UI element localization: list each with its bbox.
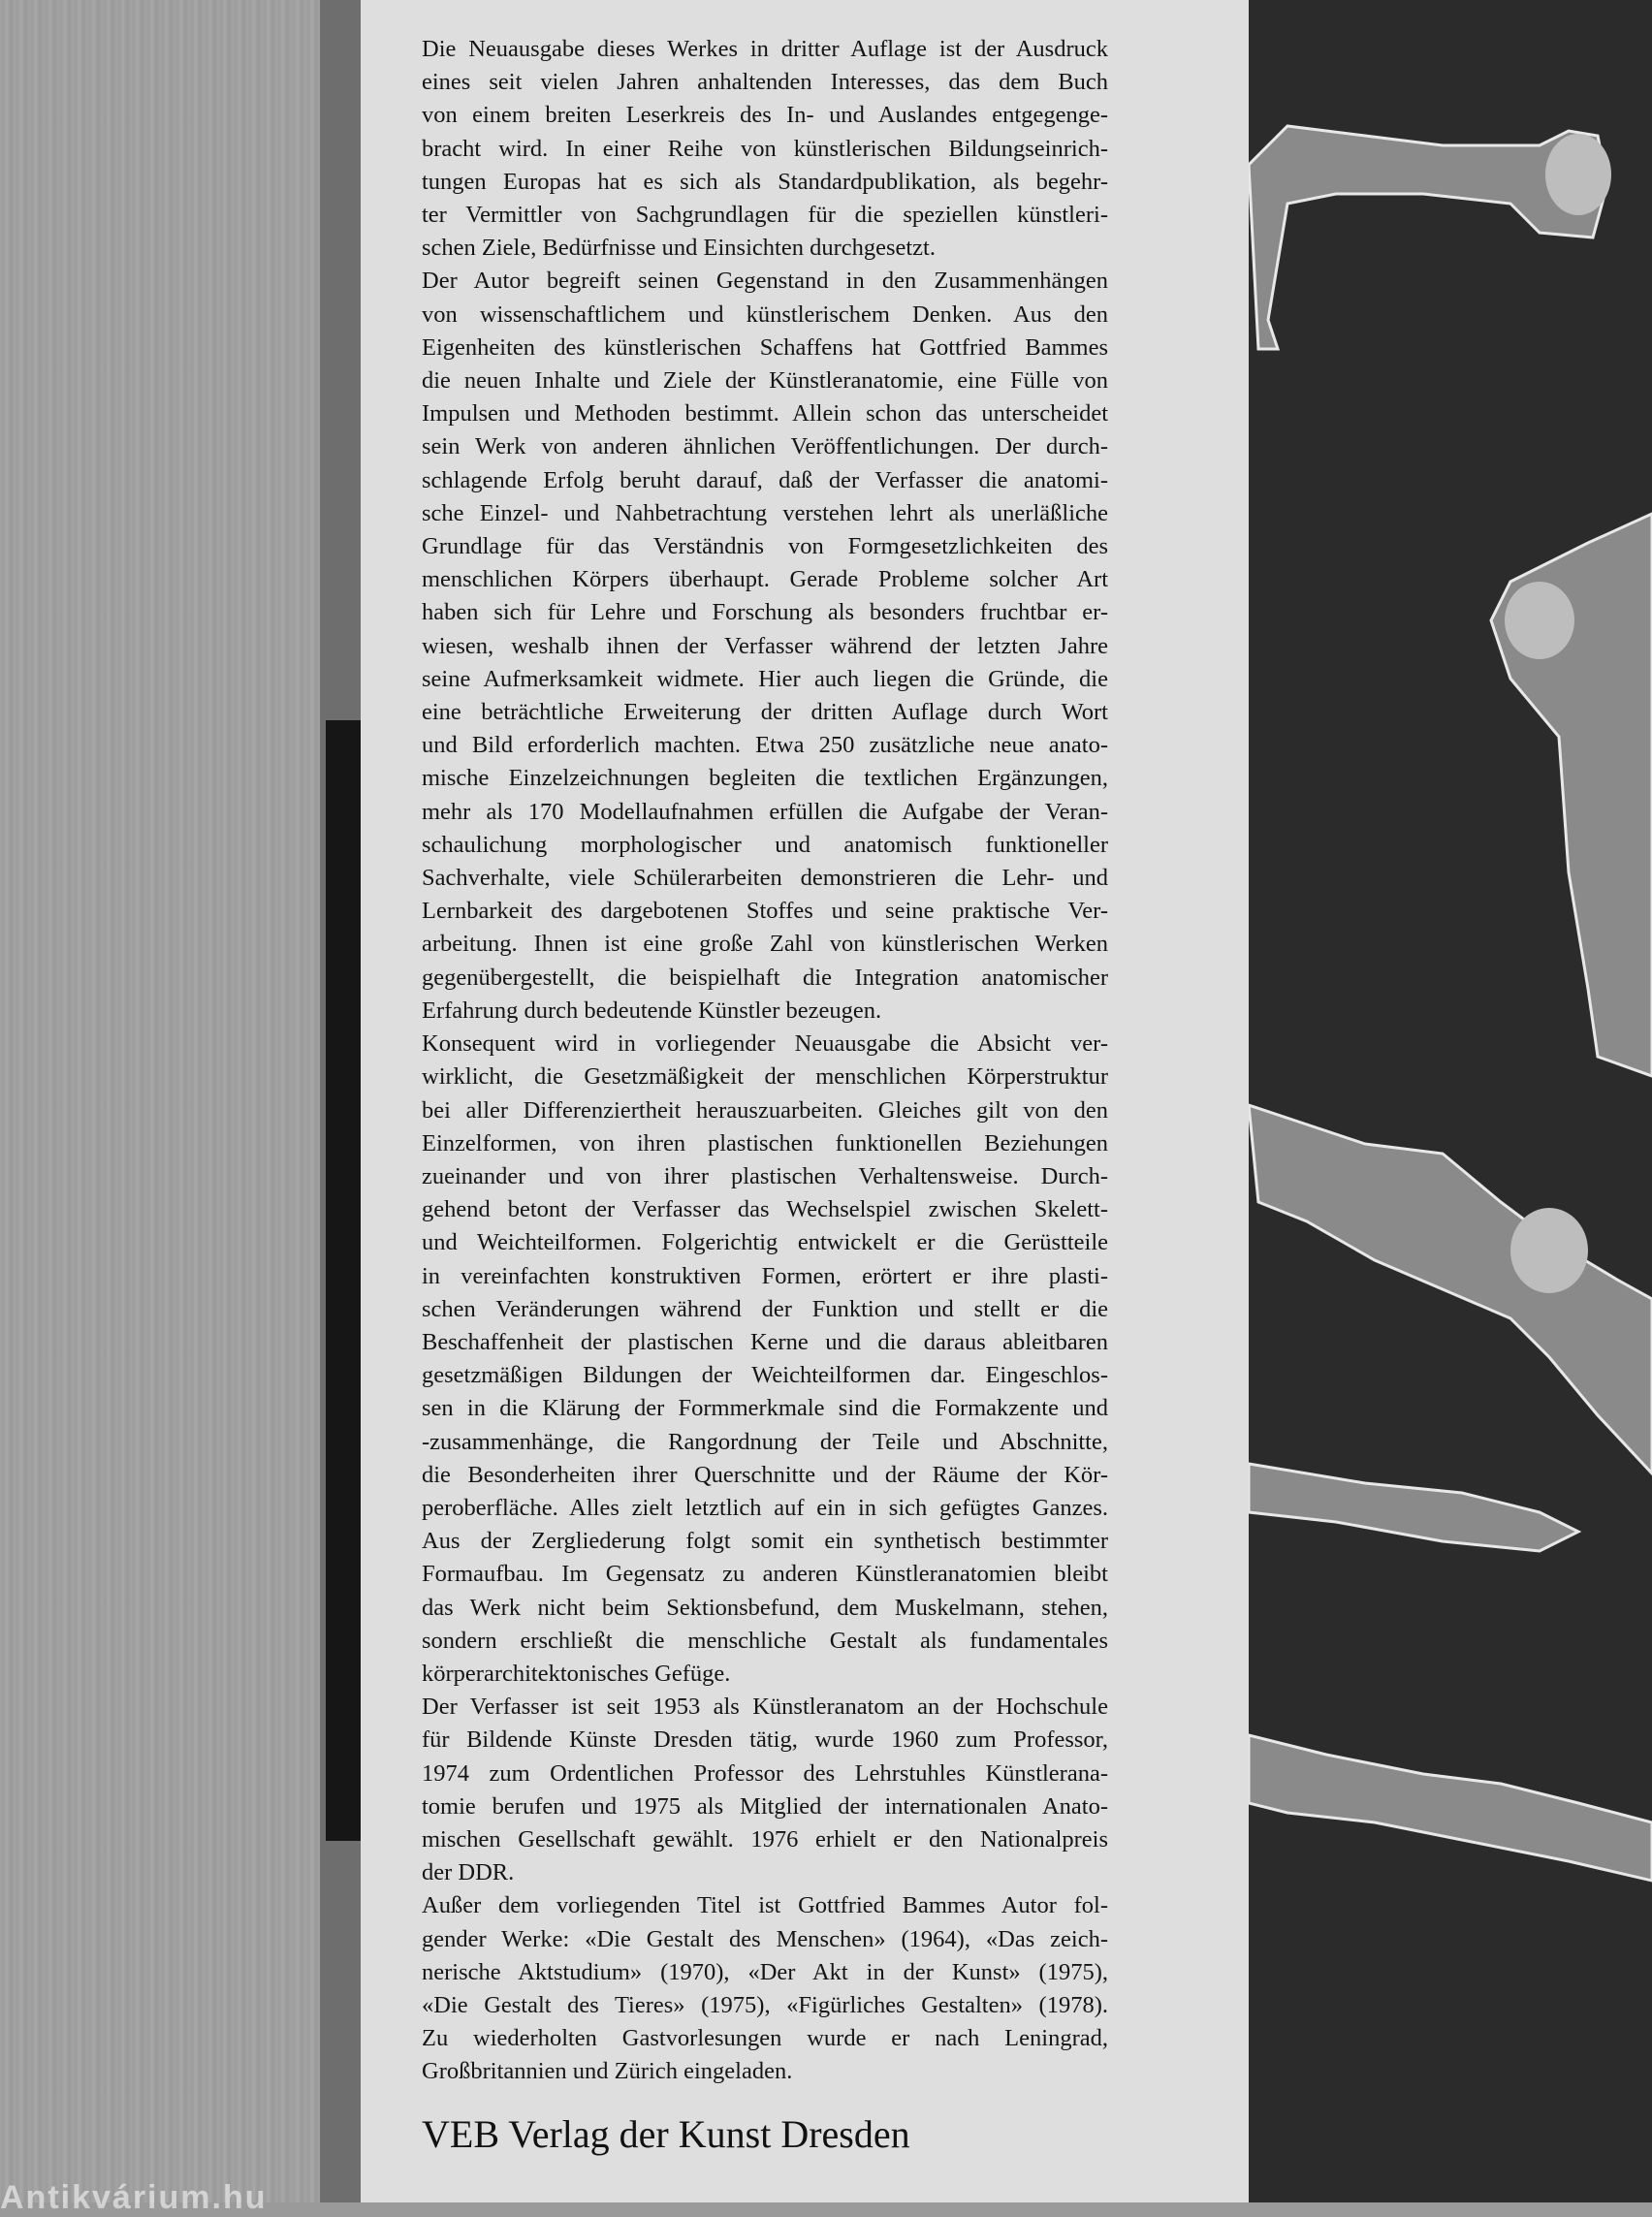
figure-reclining-limbs — [1249, 1105, 1652, 1473]
text-line: von einem breiten Leserkreis des In- und Auslandes entgegenge- — [422, 102, 1108, 129]
figure-lower-limb — [1249, 1735, 1652, 1881]
text-line: arbeitung. Ihnen ist eine große Zahl von künstlerischen Werken — [422, 931, 1108, 958]
text-line: bracht wird. In einer Reihe von künstlerischen Bildungseinrich- — [422, 135, 1108, 162]
text-line: Lernbarkeit des dargebotenen Stoffes und seine praktische Ver- — [422, 898, 1108, 925]
text-line: der DDR. — [422, 1859, 515, 1886]
pelvis-shape — [1505, 582, 1574, 659]
flap-text — [422, 33, 1108, 2089]
text-line: peroberfläche. Alles zielt letztlich auf ein in sich gefügtes Ganzes. — [422, 1494, 1108, 1521]
text-line: Der Verfasser ist seit 1953 als Künstleranatom an der Hochschule — [422, 1694, 1108, 1721]
text-line: schen Veränderungen während der Funktion und stellt er die — [422, 1295, 1108, 1322]
text-line: tomie berufen und 1975 als Mitglied der internationalen Anato- — [422, 1792, 1108, 1820]
text-line: Sachverhalte, viele Schülerarbeiten demonstrieren die Lehr- und — [422, 865, 1108, 892]
text-line: Konsequent wird in vorliegender Neuausgabe die Absicht ver- — [422, 1030, 1108, 1058]
text-line: eine beträchtliche Erweiterung der dritten Auflage durch Wort — [422, 699, 1108, 726]
text-line: bei aller Differenziertheit herauszuarbeiten. Gleiches gilt von den — [422, 1096, 1108, 1124]
text-line: sen in die Klärung der Formmerkmale sind die Formakzente und — [422, 1395, 1108, 1422]
text-line: 1974 zum Ordentlichen Professor des Lehrstuhles Künstlerana- — [422, 1759, 1108, 1787]
paragraph — [422, 1889, 1108, 2088]
text-line: mischen Gesellschaft gewählt. 1976 erhielt er den Nationalpreis — [422, 1825, 1108, 1853]
text-line: Erfahrung durch bedeutende Künstler bezeugen. — [422, 997, 882, 1024]
text-line: sondern erschließt die menschliche Gestalt als fundamentales — [422, 1627, 1108, 1654]
text-line: seine Aufmerksamkeit widmete. Hier auch liegen die Gründe, die — [422, 665, 1108, 692]
watermark: Antikvárium.hu — [0, 2179, 268, 2216]
text-line: Grundlage für das Verständnis von Formgesetzlichkeiten des — [422, 533, 1108, 560]
text-line: ter Vermittler von Sachgrundlagen für die speziellen künstleri- — [422, 202, 1108, 229]
text-line: schlagende Erfolg beruht darauf, daß der Verfasser die anatomi- — [422, 466, 1108, 493]
text-line: Einzelformen, von ihren plastischen funktionellen Beziehungen — [422, 1129, 1108, 1156]
text-line: in vereinfachten konstruktiven Formen, erörtert er ihre plasti- — [422, 1262, 1108, 1289]
text-line: und Weichteilformen. Folgerichtig entwickelt er die Gerüstteile — [422, 1229, 1108, 1256]
text-line: körperarchitektonisches Gefüge. — [422, 1660, 731, 1687]
cover-illustration — [1249, 0, 1652, 2202]
text-line: von wissenschaftlichem und künstlerischem Denken. Aus den — [422, 301, 1108, 328]
anatomical-figures-illustration — [1249, 0, 1652, 2202]
text-line: sein Werk von anderen ähnlichen Veröffentlichungen. Der durch- — [422, 433, 1108, 460]
text-line: gehend betont der Verfasser das Wechselspiel zwischen Skelett- — [422, 1196, 1108, 1223]
text-line: gesetzmäßigen Bildungen der Weichteilformen dar. Eingeschlos- — [422, 1362, 1108, 1389]
text-line: mehr als 170 Modellaufnahmen erfüllen die Aufgabe der Veran- — [422, 798, 1108, 825]
text-line: mische Einzelzeichnungen begleiten die textlichen Ergänzungen, — [422, 765, 1108, 792]
figure-arm — [1249, 1464, 1578, 1551]
text-line: tungen Europas hat es sich als Standardpublikation, als begehr- — [422, 168, 1108, 195]
paragraph — [422, 1691, 1108, 1889]
text-line: Außer dem vorliegenden Titel ist Gottfried Bammes Autor fol- — [422, 1892, 1108, 1919]
text-line: nerische Aktstudium» (1970), «Der Akt in der Kunst» (1975), — [422, 1958, 1108, 1985]
paragraph — [422, 265, 1108, 1028]
text-line: Beschaffenheit der plastischen Kerne und die daraus ableitbaren — [422, 1328, 1108, 1355]
skull-shape — [1545, 134, 1611, 215]
text-line: das Werk nicht beim Sektionsbefund, dem Muskelmann, stehen, — [422, 1594, 1108, 1621]
text-line: gegenübergestellt, die beispielhaft die Integration anatomischer — [422, 964, 1108, 991]
text-line: für Bildende Künste Dresden tätig, wurde 1960 zum Professor, — [422, 1726, 1108, 1754]
text-line: zueinander und von ihrer plastischen Verhaltensweise. Durch- — [422, 1162, 1108, 1189]
text-line: Aus der Zergliederung folgt somit ein synthetisch bestimmter — [422, 1528, 1108, 1555]
text-line: Die Neuausgabe dieses Werkes in dritter Auflage ist der Ausdruck — [422, 36, 1108, 62]
text-line: schen Ziele, Bedürfnisse und Einsichten durchgesetzt. — [422, 235, 936, 262]
text-line: Großbritannien und Zürich eingeladen. — [422, 2058, 793, 2085]
text-line: die Besonderheiten ihrer Querschnitte und der Räume der Kör- — [422, 1461, 1108, 1488]
text-line: Impulsen und Methoden bestimmt. Allein schon das unterscheidet — [422, 400, 1108, 428]
text-line: menschlichen Körpers überhaupt. Gerade Probleme solcher Art — [422, 566, 1108, 593]
text-line: wiesen, weshalb ihnen der Verfasser während der letzten Jahre — [422, 632, 1108, 659]
wooden-background — [0, 0, 326, 2202]
text-line: und Bild erforderlich machten. Etwa 250 zusätzliche neue anato- — [422, 732, 1108, 759]
paragraph — [422, 1028, 1108, 1691]
text-line: «Die Gestalt des Tieres» (1975), «Figürliches Gestalten» (1978). — [422, 1991, 1108, 2018]
text-line: Formaufbau. Im Gegensatz zu anderen Künstleranatomien bleibt — [422, 1561, 1108, 1588]
text-line: -zusammenhänge, die Rangordnung der Teile und Abschnitte, — [422, 1428, 1108, 1455]
text-line: Der Autor begreift seinen Gegenstand in den Zusammenhängen — [422, 268, 1108, 295]
text-line: haben sich für Lehre und Forschung als besonders fruchtbar er- — [422, 599, 1108, 626]
paragraph — [422, 33, 1108, 265]
text-line: Zu wiederholten Gastvorlesungen wurde er nach Leningrad, — [422, 2025, 1108, 2052]
publisher-name: VEB Verlag der Kunst Dresden — [422, 2112, 910, 2156]
text-line: Eigenheiten des künstlerischen Schaffens hat Gottfried Bammes — [422, 333, 1108, 361]
text-line: wirklicht, die Gesetzmäßigkeit der menschlichen Körperstruktur — [422, 1063, 1108, 1091]
spine-dark-band — [326, 720, 361, 1841]
text-line: eines seit vielen Jahren anhaltenden Interesses, das dem Buch — [422, 69, 1108, 96]
text-line: gender Werke: «Die Gestalt des Menschen» (1964), «Das zeich- — [422, 1925, 1108, 1952]
text-line: sche Einzel- und Nahbetrachtung verstehen lehrt als unerläßliche — [422, 499, 1108, 526]
knee-shape — [1510, 1208, 1588, 1293]
text-line: schaulichung morphologischer und anatomisch funktioneller — [422, 831, 1108, 858]
text-line: die neuen Inhalte und Ziele der Künstleranatomie, eine Fülle von — [422, 367, 1108, 395]
